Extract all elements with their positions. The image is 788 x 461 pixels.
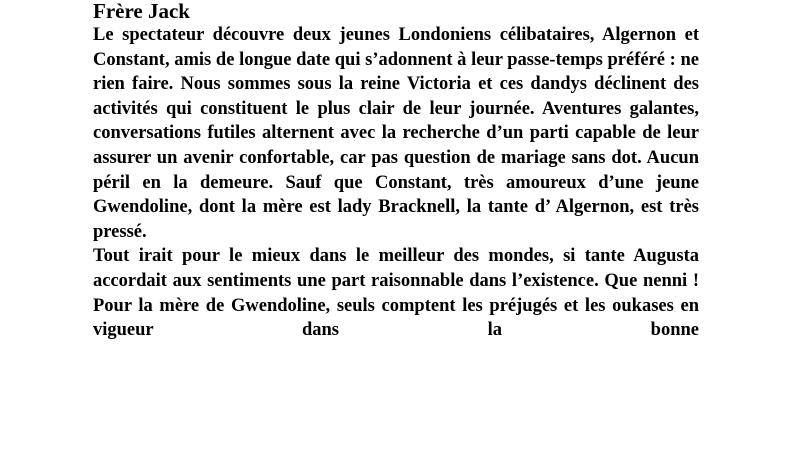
document-title: Frère Jack	[93, 0, 190, 23]
document-page	[93, 0, 699, 343]
paragraph-2: Tout irait pour le mieux dans le meilleur des mondes, si tante Augusta accordait aux sentiments une part raisonnable dans l’existence. Que nenni ! Pour la mère de Gwendoline, seuls comptent les préjugés et les oukases en vigueur dans la bonne	[93, 246, 699, 341]
paragraph-1: Le spectateur découvre deux jeunes Londoniens célibataires, Algernon et Constant, amis de longue date qui s’adonnent à leur passe-temps préféré : ne rien faire. Nous sommes sous la reine Victoria et ces dandys déclinent des activités qui constituent le plus clair de leur journée. Aventures galantes, conversations futiles alternent avec la recherche d’un parti capable de leur assurer un avenir confortable, car pas question de mariage sans dot. Aucun péril en la demeure. Sauf que Constant, très amoureux d’une jeune Gwendoline, dont la mère est lady Bracknell, la tante d’ Algernon, est très pressé.	[93, 25, 699, 242]
